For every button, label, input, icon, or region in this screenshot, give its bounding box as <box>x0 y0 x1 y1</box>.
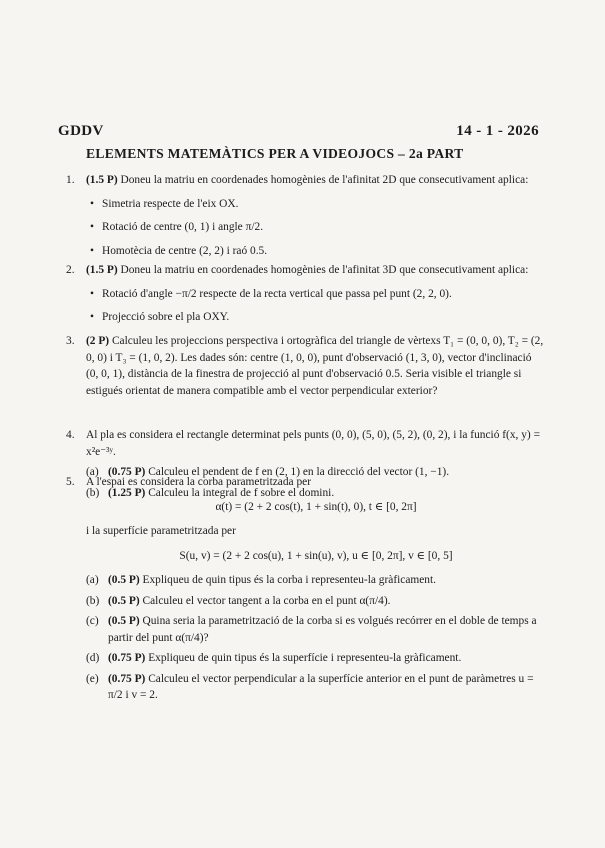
question-number: 3. <box>66 335 75 347</box>
question-number: 4. <box>66 429 75 441</box>
question-points: (1.5 P) <box>86 174 118 186</box>
sub-question-a: (a) (0.5 P) Expliqueu de quin tipus és la corba i representeu-la gràficament. <box>86 574 437 586</box>
curve-equation: α(t) = (2 + 2 cos(t), 1 + sin(t), 0), t ∈ [0, 2π] <box>215 500 417 513</box>
question-text-2: i la superfície parametritzada per <box>86 525 236 537</box>
bullet-item: • Rotació d'angle −π/2 respecte de la recta vertical que passa pel punt (2, 2, 0). <box>102 286 546 303</box>
sub-question-a: (a) (0.75 P) Calculeu el pendent de f en (2, 1) en la direcció del vector (1, −1). <box>86 466 450 478</box>
question-number: 1. <box>66 174 75 186</box>
sub-question-e: (e) (0.75 P) Calculeu el vector perpendicular a la superfície anterior en el punt de paràmetres u = π/2 i v = 2. <box>86 672 534 701</box>
bullet-item: • Rotació de centre (0, 1) i angle π/2. <box>102 219 546 236</box>
question-number: 2. <box>66 264 75 276</box>
bullet-item: • Simetria respecte de l'eix OX. <box>102 196 546 213</box>
question-number: 5. <box>66 476 75 488</box>
sub-question-d: (d) (0.75 P) Expliqueu de quin tipus és la superfície i representeu-la gràficament. <box>86 652 462 664</box>
surface-equation: S(u, v) = (2 + 2 cos(u), 1 + sin(u), v), u ∈ [0, 2π], v ∈ [0, 5] <box>179 549 453 562</box>
question-text: Doneu la matriu en coordenades homogènies de l'afinitat 3D que consecutivament aplica: <box>120 264 529 276</box>
exam-title: ELEMENTS MATEMÀTICS PER A VIDEOJOCS – 2a PART <box>86 146 464 161</box>
question-3 <box>66 333 546 399</box>
exam-date: 14 - 1 - 2026 <box>456 123 539 139</box>
question-text: Doneu la matriu en coordenades homogènies de l'afinitat 2D que consecutivament aplica: <box>120 174 529 186</box>
question-text: Calculeu les projeccions perspectiva i ortogràfica del triangle de vèrtexs T₁ = (0, 0, 0), T₂ = (2, 0, 0) i T₃ = (1, 0, 2). Les dades són: centre (1, 0, 0), punt d'observació (1, 3, 0), vector d'inclinació (0, 0, 1), distància de la finestra de projecció al punt d'observació 0.5. Seria visible el triangle si estigués orientat de manera compatible amb el vector perpendicular exterior? <box>86 335 544 397</box>
question-points: (2 P) <box>86 335 110 347</box>
sub-question-b: (b) (0.5 P) Calculeu el vector tangent a la corba en el punt α(π/4). <box>86 594 391 607</box>
bullet-item: • Projecció sobre el pla OXY. <box>102 309 546 326</box>
course-code: GDDV <box>58 123 104 139</box>
question-1 <box>66 172 546 259</box>
bullet-item: • Homotècia de centre (2, 2) i raó 0.5. <box>102 243 546 260</box>
question-text: Al pla es considera el rectangle determinat pels punts (0, 0), (5, 0), (5, 2), (0, 2), i la funció f(x, y) = x²e⁻³ʸ. <box>86 429 540 458</box>
sub-question-b: (b) (1.25 P) Calculeu la integral de f sobre el domini. <box>86 486 335 499</box>
header <box>58 123 539 140</box>
question-points: (1.5 P) <box>86 264 118 276</box>
question-5 <box>66 474 546 704</box>
question-2 <box>66 262 546 326</box>
sub-question-c: (c) (0.5 P) Quina seria la parametrització de la corba si es volgués recórrer en el doble de temps a partir del punt α(π/4)? <box>86 615 537 644</box>
question-text: A l'espai es considera la corba parametritzada per <box>86 476 312 488</box>
